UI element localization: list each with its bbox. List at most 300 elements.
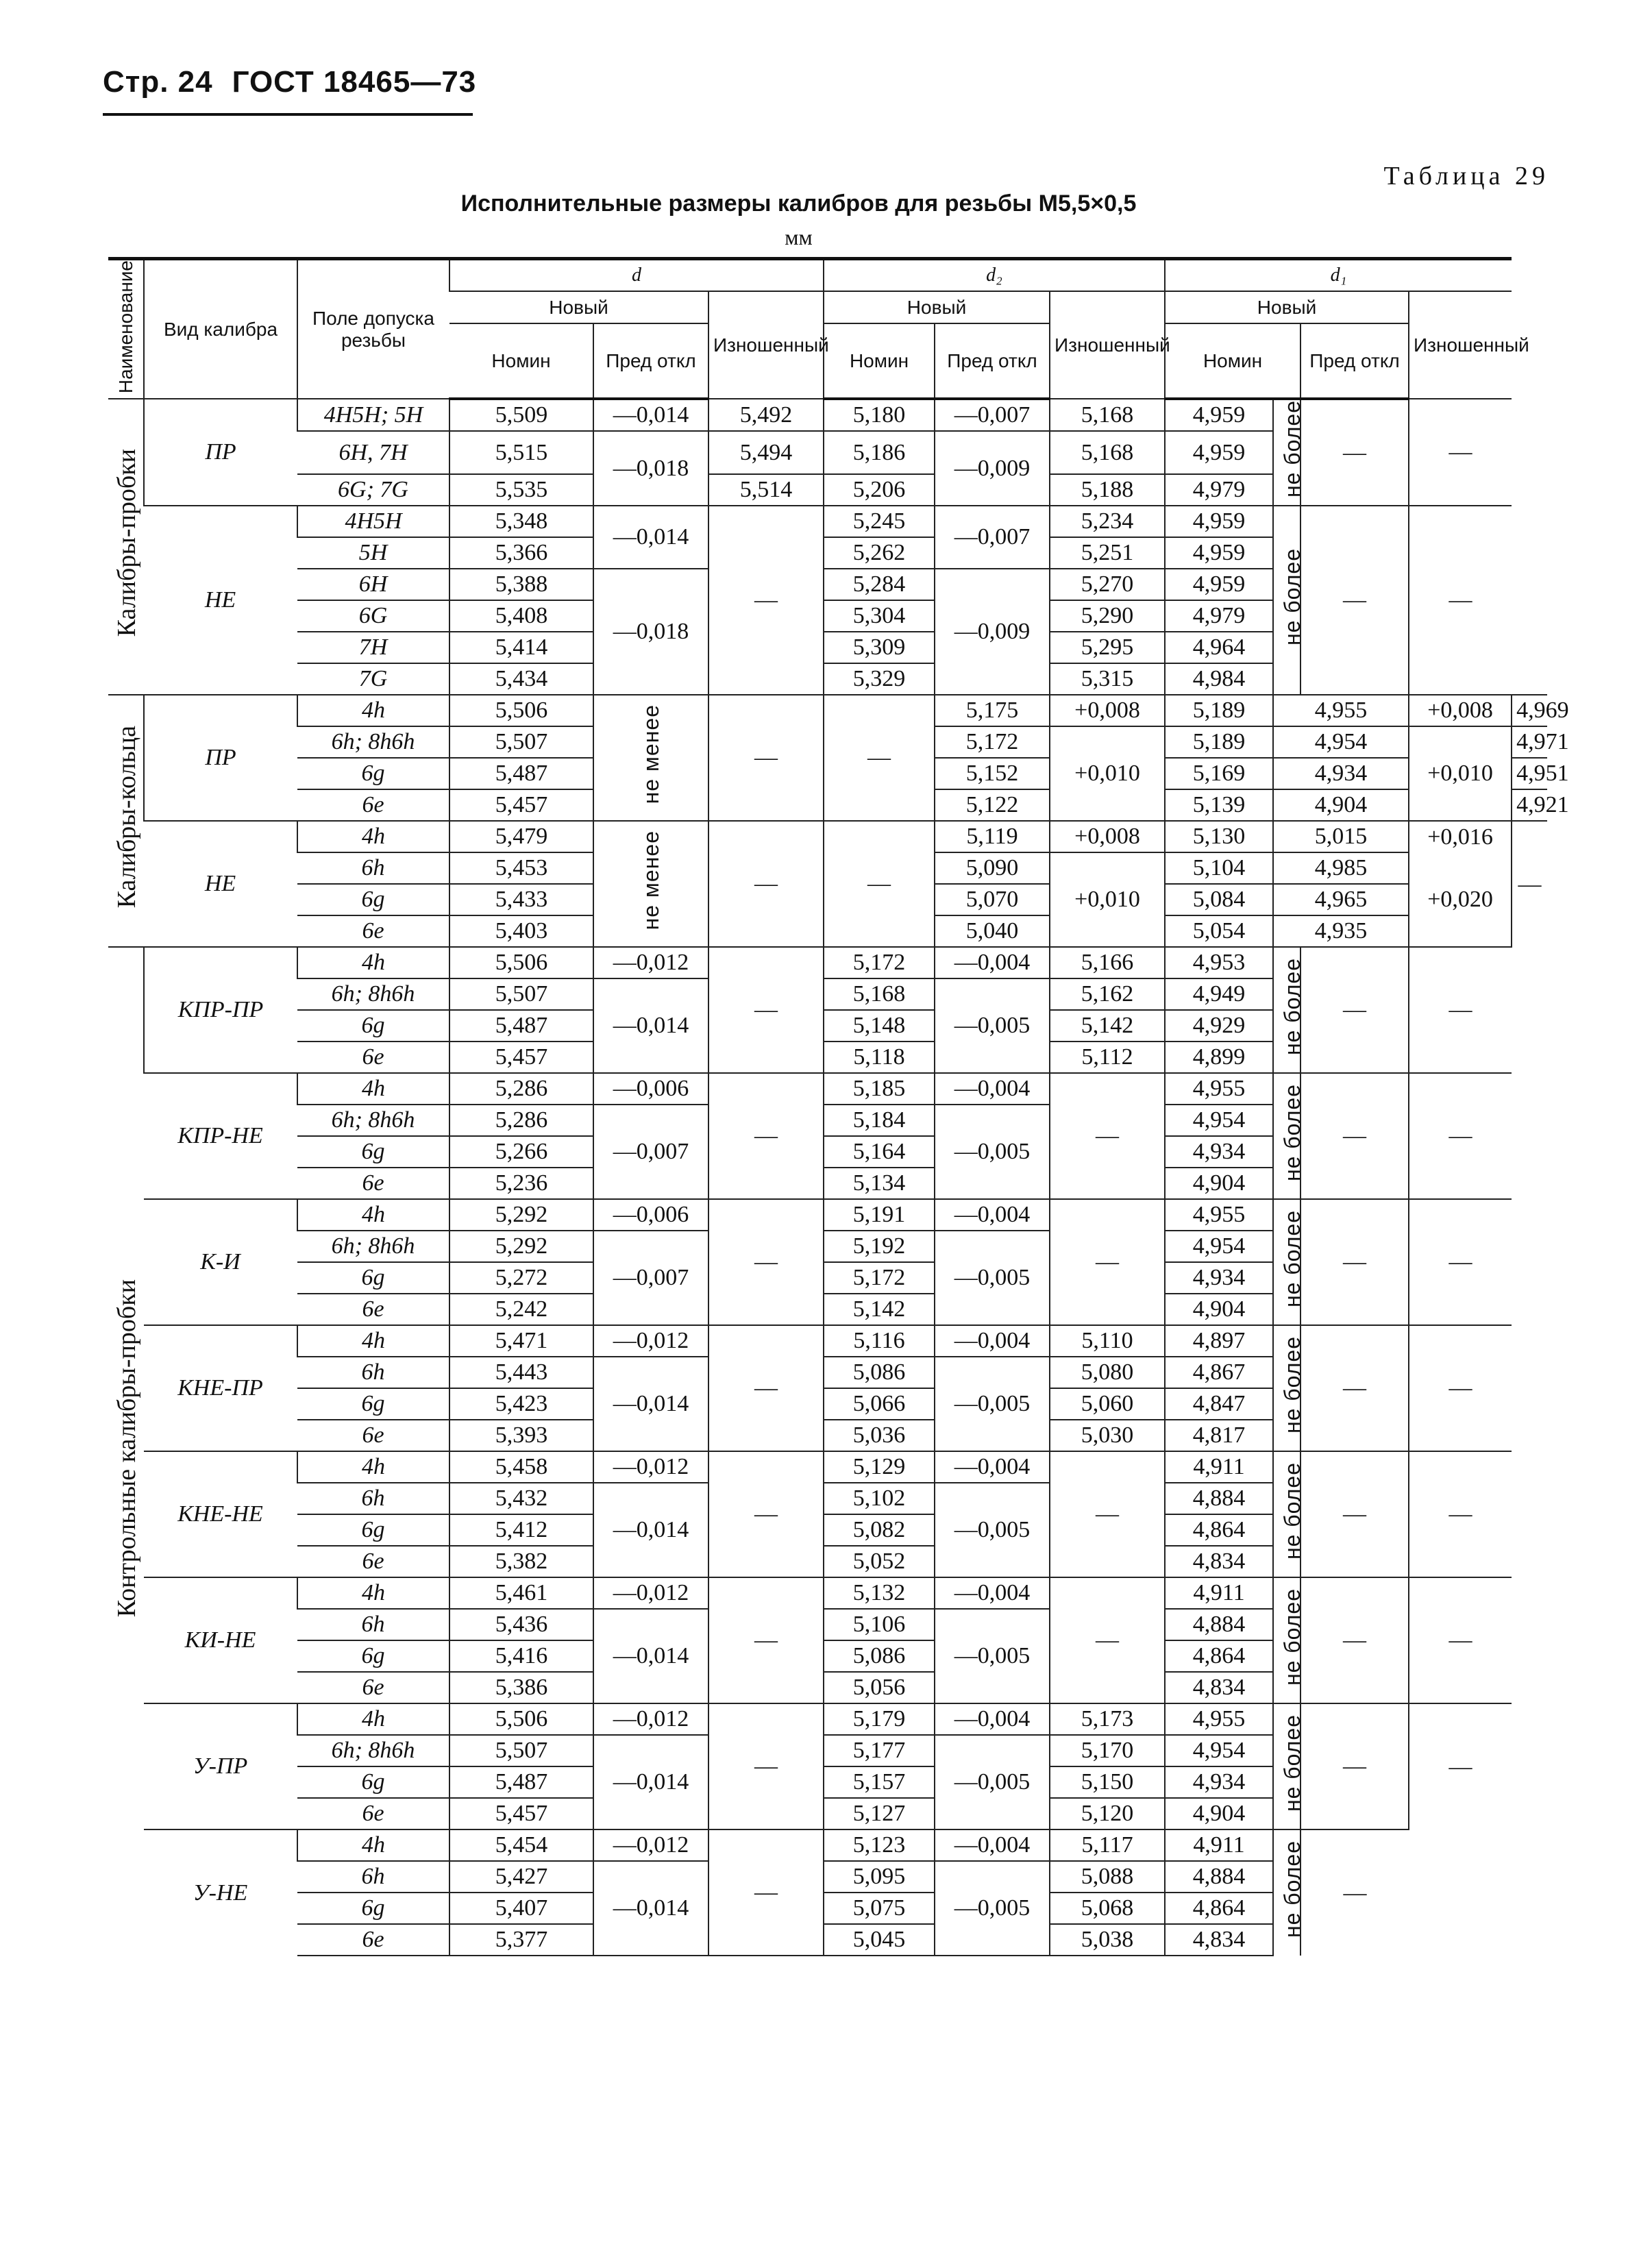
d-nominal: 5,458: [449, 1451, 593, 1483]
d-nominal: 5,266: [449, 1136, 593, 1168]
d-worn: —: [824, 821, 935, 947]
d2-nominal: 5,329: [824, 663, 935, 695]
table-row: [108, 1829, 1547, 1861]
standard-number: ГОСТ 18465—73: [232, 65, 477, 99]
d-nominal: 5,457: [449, 1798, 593, 1829]
d2-worn: —: [1050, 1199, 1165, 1325]
d2-worn: 5,088: [1050, 1861, 1165, 1893]
tolerance-field: 6e: [297, 1294, 449, 1325]
d1-nominal: 4,899: [1165, 1042, 1273, 1073]
table-row: [108, 399, 1547, 431]
d2-worn: 5,315: [1050, 663, 1165, 695]
d2-nominal: 5,082: [824, 1514, 935, 1546]
note-not-more: не более: [1273, 1325, 1300, 1451]
d-nominal: 5,377: [449, 1924, 593, 1956]
d1-worn: 4,971: [1512, 726, 1547, 758]
d2-nominal: 5,148: [824, 1010, 935, 1042]
table-title: Исполнительные размеры калибров для резьбы М5,5×0,5: [460, 190, 1137, 217]
d2-worn: 5,068: [1050, 1893, 1165, 1924]
table-unit: мм: [785, 225, 813, 249]
d2-nominal: 5,036: [824, 1420, 935, 1451]
d1-nominal: 4,959: [1165, 537, 1273, 569]
d-nominal: 5,292: [449, 1231, 593, 1262]
header-d1-nominal: Номин: [1165, 323, 1300, 399]
d-nominal: 5,487: [449, 1010, 593, 1042]
d-worn: —: [708, 1577, 824, 1703]
d1-nominal: 4,929: [1165, 1010, 1273, 1042]
d-nominal: 5,292: [449, 1199, 593, 1231]
d1-nominal: 4,934: [1165, 1262, 1273, 1294]
d1-nominal: 4,954: [1165, 1735, 1273, 1766]
header-d-nominal: Номин: [449, 323, 593, 399]
d-nominal: 5,507: [449, 726, 593, 758]
page-header: [103, 65, 476, 99]
d2-worn: 5,150: [1050, 1766, 1165, 1798]
tolerance-field: 6G; 7G: [297, 474, 449, 506]
d2-worn: 5,120: [1050, 1798, 1165, 1829]
page-label: Стр. 24: [103, 65, 213, 99]
gauge-kind-u-pr: У-ПР: [144, 1703, 297, 1829]
tolerance-field: 6g: [297, 1766, 449, 1798]
d1-nominal: 4,847: [1165, 1388, 1273, 1420]
d2-deviation: —0,004: [935, 1325, 1050, 1357]
d-nominal: 5,432: [449, 1483, 593, 1514]
d1-deviation: —: [1300, 1577, 1409, 1703]
gauge-kind-pr: ПР: [144, 399, 297, 506]
d-worn: 5,494: [708, 431, 824, 474]
table-row: [108, 695, 1547, 726]
d2-worn: 5,168: [1050, 431, 1165, 474]
tolerance-field: 6e: [297, 1420, 449, 1451]
d-nominal: 5,461: [449, 1577, 593, 1609]
d2-deviation: —0,005: [935, 1357, 1050, 1451]
d1-deviation: —: [1300, 947, 1409, 1073]
d1-nominal: 4,911: [1165, 1577, 1273, 1609]
d2-nominal: 5,086: [824, 1640, 935, 1672]
gauge-kind-ring-pr: ПР: [144, 695, 297, 821]
header-d1-worn: Изношенный: [1409, 291, 1512, 399]
tolerance-field: 6h: [297, 1357, 449, 1388]
tolerance-field: 6e: [297, 789, 449, 821]
tolerance-field: 6h: [297, 1861, 449, 1893]
tolerance-field: 6g: [297, 1262, 449, 1294]
d1-nominal: 4,904: [1165, 1294, 1273, 1325]
d1-nominal: 4,955: [1165, 1199, 1273, 1231]
tolerance-field: 6h; 8h6h: [297, 978, 449, 1010]
tolerance-field: 6g: [297, 1388, 449, 1420]
d1-deviation: +0,020: [1409, 852, 1512, 947]
d1-nominal: 4,955: [1165, 1073, 1273, 1105]
d2-worn: 5,104: [1165, 852, 1273, 884]
note-not-more: не более: [1273, 1829, 1300, 1956]
d-deviation: —0,014: [593, 506, 708, 569]
group-label: Контрольные калибры-пробки: [108, 947, 144, 1956]
gauge-kind-kpr-pr: КПР-ПР: [144, 947, 297, 1073]
d-nominal: 5,506: [449, 947, 593, 978]
d2-nominal: 5,142: [824, 1294, 935, 1325]
d2-nominal: 5,127: [824, 1798, 935, 1829]
tolerance-field: 6h; 8h6h: [297, 1231, 449, 1262]
tolerance-field: 4h: [297, 1073, 449, 1105]
d1-nominal: 4,965: [1273, 884, 1409, 915]
note-not-more: не более: [1273, 947, 1300, 1073]
d2-nominal: 5,122: [935, 789, 1050, 821]
header-d-deviation: Пред откл: [593, 323, 708, 399]
tolerance-field: 4h: [297, 1451, 449, 1483]
gauge-dimensions-table: [108, 257, 1569, 1956]
d2-nominal: 5,185: [824, 1073, 935, 1105]
d-deviation: —0,007: [593, 1231, 708, 1325]
d-deviation: —: [708, 821, 824, 947]
tolerance-field: 4h: [297, 1199, 449, 1231]
tolerance-field: 6h: [297, 1609, 449, 1640]
d2-nominal: 5,172: [824, 1262, 935, 1294]
d1-nominal: 4,955: [1165, 1703, 1273, 1735]
d1-nominal: 4,884: [1165, 1483, 1273, 1514]
d-worn: 5,514: [708, 474, 824, 506]
tolerance-field: 6h; 8h6h: [297, 1735, 449, 1766]
d1-deviation: —: [1300, 506, 1409, 695]
d2-worn: 5,173: [1050, 1703, 1165, 1735]
d1-nominal: 4,955: [1273, 695, 1409, 726]
tolerance-field: 4h: [297, 821, 449, 852]
d2-nominal: 5,184: [824, 1105, 935, 1136]
note-not-more: не более: [1273, 1577, 1300, 1703]
d1-nominal: 4,884: [1165, 1861, 1273, 1893]
d1-nominal: 4,834: [1165, 1672, 1273, 1703]
header-d2-deviation: Пред откл: [935, 323, 1050, 399]
tolerance-field: 5H: [297, 537, 449, 569]
d2-worn: 5,030: [1050, 1420, 1165, 1451]
d-nominal: 5,487: [449, 758, 593, 789]
d2-deviation: —0,007: [935, 399, 1050, 431]
d-nominal: 5,507: [449, 978, 593, 1010]
tolerance-field: 4h: [297, 695, 449, 726]
tolerance-field: 6h: [297, 1483, 449, 1514]
d2-worn: —: [1050, 1577, 1165, 1703]
d2-nominal: 5,186: [824, 431, 935, 474]
d2-deviation: —0,005: [935, 1609, 1050, 1703]
d1-nominal: 4,949: [1165, 978, 1273, 1010]
tolerance-field: 6g: [297, 1893, 449, 1924]
d-deviation: —0,018: [593, 569, 708, 695]
d2-worn: 5,189: [1165, 695, 1273, 726]
d-nominal: 5,453: [449, 852, 593, 884]
table-row: [108, 821, 1547, 852]
d1-nominal: 4,834: [1165, 1546, 1273, 1577]
d-deviation: —0,014: [593, 1861, 708, 1956]
table-row: [108, 1451, 1547, 1483]
d2-deviation: —0,005: [935, 1231, 1050, 1325]
d2-worn: 5,080: [1050, 1357, 1165, 1388]
gauge-kind-kne-ne: КНЕ-НЕ: [144, 1451, 297, 1577]
tolerance-field: 6g: [297, 1010, 449, 1042]
d-nominal: 5,408: [449, 600, 593, 632]
d-nominal: 5,382: [449, 1546, 593, 1577]
d2-worn: 5,234: [1050, 506, 1165, 537]
d-nominal: 5,507: [449, 1735, 593, 1766]
d2-nominal: 5,309: [824, 632, 935, 663]
d1-nominal: 4,884: [1165, 1609, 1273, 1640]
tolerance-field: 4h: [297, 1325, 449, 1357]
tolerance-field: 4h: [297, 947, 449, 978]
d-nominal: 5,414: [449, 632, 593, 663]
d1-worn: —: [1409, 1703, 1512, 1829]
note-not-more: не более: [1273, 1703, 1300, 1829]
d2-deviation: —0,004: [935, 1829, 1050, 1861]
d-nominal: 5,407: [449, 1893, 593, 1924]
d2-worn: 5,170: [1050, 1735, 1165, 1766]
d1-nominal: 4,897: [1165, 1325, 1273, 1357]
note-not-more: не более: [1273, 1073, 1300, 1199]
d2-worn: 5,117: [1050, 1829, 1165, 1861]
table-body: [108, 399, 1569, 1956]
d1-nominal: 4,979: [1165, 600, 1273, 632]
d2-nominal: 5,157: [824, 1766, 935, 1798]
d-nominal: 5,423: [449, 1388, 593, 1420]
d1-worn: 4,921: [1512, 789, 1547, 821]
d2-nominal: 5,045: [824, 1924, 935, 1956]
d2-nominal: 5,095: [824, 1861, 935, 1893]
note-not-more: не более: [1273, 399, 1300, 506]
note-not-more: не более: [1273, 1199, 1300, 1325]
header-kind: Вид калибра: [144, 259, 297, 399]
d-worn: —: [824, 695, 935, 821]
d2-nominal: 5,134: [824, 1168, 935, 1199]
d-nominal: 5,509: [449, 399, 593, 431]
d1-nominal: 4,904: [1165, 1798, 1273, 1829]
header-rule: [103, 113, 473, 116]
d1-nominal: 4,864: [1165, 1893, 1273, 1924]
tolerance-field: 6h; 8h6h: [297, 726, 449, 758]
d-nominal: 5,471: [449, 1325, 593, 1357]
d-worn: —: [708, 506, 824, 695]
d2-nominal: 5,116: [824, 1325, 935, 1357]
d-nominal: 5,436: [449, 1609, 593, 1640]
d2-deviation: —0,007: [935, 506, 1050, 569]
d-nominal: 5,487: [449, 1766, 593, 1798]
header-d: d: [449, 259, 824, 292]
group-label: Калибры-кольца: [108, 695, 144, 947]
header-d-new: Новый: [449, 291, 708, 323]
d1-worn: —: [1409, 1451, 1512, 1577]
d2-deviation: +0,010: [1050, 852, 1165, 947]
d2-worn: 5,251: [1050, 537, 1165, 569]
table-row: [108, 1577, 1547, 1609]
gauge-kind-kne-pr: КНЕ-ПР: [144, 1325, 297, 1451]
d2-nominal: 5,180: [824, 399, 935, 431]
tolerance-field: 6g: [297, 884, 449, 915]
d2-nominal: 5,090: [935, 852, 1050, 884]
d-nominal: 5,535: [449, 474, 593, 506]
d2-nominal: 5,075: [824, 1893, 935, 1924]
d2-nominal: 5,168: [824, 978, 935, 1010]
d2-worn: 5,130: [1165, 821, 1273, 852]
d2-nominal: 5,152: [935, 758, 1050, 789]
d2-worn: 5,054: [1165, 915, 1273, 947]
d-deviation: —0,012: [593, 1829, 708, 1861]
d2-worn: 5,188: [1050, 474, 1165, 506]
d-nominal: 5,286: [449, 1073, 593, 1105]
header-d2-nominal: Номин: [824, 323, 935, 399]
d2-worn: 5,166: [1050, 947, 1165, 978]
tolerance-field: 6H, 7H: [297, 431, 449, 474]
d-deviation: —0,014: [593, 399, 708, 431]
d2-nominal: 5,129: [824, 1451, 935, 1483]
d-deviation: —0,014: [593, 1609, 708, 1703]
d1-nominal: 4,959: [1165, 506, 1273, 537]
note-not-less: не менее: [593, 695, 708, 821]
d-deviation: —0,014: [593, 978, 708, 1073]
tolerance-field: 6e: [297, 1168, 449, 1199]
d1-nominal: 4,953: [1165, 947, 1273, 978]
d-worn: —: [708, 947, 824, 1073]
d1-nominal: 4,817: [1165, 1420, 1273, 1451]
d2-worn: 5,038: [1050, 1924, 1165, 1956]
d1-nominal: 4,867: [1165, 1357, 1273, 1388]
d-deviation: —0,014: [593, 1735, 708, 1829]
tolerance-field: 6e: [297, 1924, 449, 1956]
note-not-less: не менее: [593, 821, 708, 947]
tolerance-field: 6g: [297, 1640, 449, 1672]
d1-deviation: +0,010: [1409, 726, 1512, 821]
d1-nominal: 4,979: [1165, 474, 1273, 506]
d1-worn: 4,969: [1512, 695, 1547, 726]
d-nominal: 5,457: [449, 789, 593, 821]
d2-deviation: —0,009: [935, 569, 1050, 695]
d1-nominal: 4,904: [1165, 1168, 1273, 1199]
header-d1: d₁: [1165, 259, 1512, 292]
tolerance-field: 6e: [297, 1042, 449, 1073]
d-nominal: 5,393: [449, 1420, 593, 1451]
d1-nominal: 5,015: [1273, 821, 1409, 852]
d1-nominal: 4,984: [1165, 663, 1273, 695]
note-not-more: не более: [1273, 1451, 1300, 1577]
d2-deviation: —0,004: [935, 1451, 1050, 1483]
d1-nominal: 4,954: [1165, 1105, 1273, 1136]
d2-nominal: 5,040: [935, 915, 1050, 947]
gauge-kind-u-ne: У-НЕ: [144, 1829, 297, 1956]
d-nominal: 5,427: [449, 1861, 593, 1893]
d1-worn: —: [1512, 821, 1547, 947]
d-nominal: 5,457: [449, 1042, 593, 1073]
tolerance-field: 4H5H: [297, 506, 449, 537]
d-nominal: 5,454: [449, 1829, 593, 1861]
d-nominal: 5,506: [449, 695, 593, 726]
d2-nominal: 5,179: [824, 1703, 935, 1735]
d2-deviation: —0,005: [935, 1105, 1050, 1199]
d1-nominal: 4,934: [1165, 1136, 1273, 1168]
d-nominal: 5,236: [449, 1168, 593, 1199]
note-not-more: не более: [1273, 506, 1300, 695]
d-worn: 5,492: [708, 399, 824, 431]
d1-worn: —: [1409, 1073, 1512, 1199]
d2-nominal: 5,191: [824, 1199, 935, 1231]
tolerance-field: 4H5H; 5H: [297, 399, 449, 431]
d2-nominal: 5,066: [824, 1388, 935, 1420]
d2-worn: 5,110: [1050, 1325, 1165, 1357]
d-worn: —: [708, 1451, 824, 1577]
d1-deviation: +0,008: [1409, 695, 1512, 726]
d2-nominal: 5,119: [935, 821, 1050, 852]
d2-deviation: —0,004: [935, 1703, 1050, 1735]
d1-deviation: —: [1300, 1199, 1409, 1325]
d1-nominal: 4,904: [1273, 789, 1409, 821]
d2-nominal: 5,172: [824, 947, 935, 978]
d2-nominal: 5,206: [824, 474, 935, 506]
d-deviation: —0,018: [593, 431, 708, 506]
d1-deviation: —: [1300, 1829, 1409, 1956]
d2-worn: —: [1050, 1451, 1165, 1577]
d-deviation: —0,012: [593, 947, 708, 978]
d-nominal: 5,348: [449, 506, 593, 537]
d2-worn: 5,162: [1050, 978, 1165, 1010]
d1-deviation: —: [1300, 1451, 1409, 1577]
tolerance-field: 6g: [297, 758, 449, 789]
d1-nominal: 4,864: [1165, 1640, 1273, 1672]
d-nominal: 5,433: [449, 884, 593, 915]
d-worn: —: [708, 1703, 824, 1829]
tolerance-field: 7H: [297, 632, 449, 663]
d1-nominal: 4,935: [1273, 915, 1409, 947]
d-nominal: 5,272: [449, 1262, 593, 1294]
d-worn: —: [708, 1073, 824, 1199]
tolerance-field: 6h: [297, 852, 449, 884]
gauge-kind-ring-ne: НЕ: [144, 821, 297, 947]
d-nominal: 5,388: [449, 569, 593, 600]
d2-deviation: —0,005: [935, 1735, 1050, 1829]
d2-nominal: 5,056: [824, 1672, 935, 1703]
d2-deviation: —0,005: [935, 1483, 1050, 1577]
d2-deviation: +0,008: [1050, 695, 1165, 726]
d2-worn: 5,060: [1050, 1388, 1165, 1420]
d2-worn: 5,295: [1050, 632, 1165, 663]
d2-nominal: 5,164: [824, 1136, 935, 1168]
d-nominal: 5,443: [449, 1357, 593, 1388]
d2-nominal: 5,106: [824, 1609, 935, 1640]
header-d1-new: Новый: [1165, 291, 1409, 323]
d2-deviation: —0,005: [935, 1861, 1050, 1956]
d2-worn: 5,084: [1165, 884, 1273, 915]
tolerance-field: 4h: [297, 1577, 449, 1609]
d-nominal: 5,386: [449, 1672, 593, 1703]
d1-nominal: 4,954: [1165, 1231, 1273, 1262]
d2-deviation: —0,004: [935, 947, 1050, 978]
tolerance-field: 6e: [297, 1672, 449, 1703]
header-d2: d₂: [824, 259, 1165, 292]
d1-nominal: 4,934: [1273, 758, 1409, 789]
tolerance-field: 6g: [297, 1136, 449, 1168]
table-row: [108, 1199, 1547, 1231]
tolerance-field: 6e: [297, 1798, 449, 1829]
d-nominal: 5,412: [449, 1514, 593, 1546]
d1-worn: —: [1409, 947, 1512, 1073]
gauge-kind-ki-ne: КИ-НЕ: [144, 1577, 297, 1703]
header-d2-new: Новый: [824, 291, 1050, 323]
d1-worn: —: [1409, 1577, 1512, 1703]
d1-deviation: —: [1300, 1703, 1409, 1829]
d-deviation: —0,012: [593, 1325, 708, 1357]
d-deviation: —0,014: [593, 1357, 708, 1451]
d2-deviation: —0,009: [935, 431, 1050, 506]
tolerance-field: 6e: [297, 1546, 449, 1577]
d2-nominal: 5,070: [935, 884, 1050, 915]
d2-worn: —: [1050, 1073, 1165, 1199]
d1-nominal: 4,954: [1273, 726, 1409, 758]
d2-nominal: 5,118: [824, 1042, 935, 1073]
d1-worn: —: [1409, 1199, 1512, 1325]
tolerance-field: 6g: [297, 1514, 449, 1546]
